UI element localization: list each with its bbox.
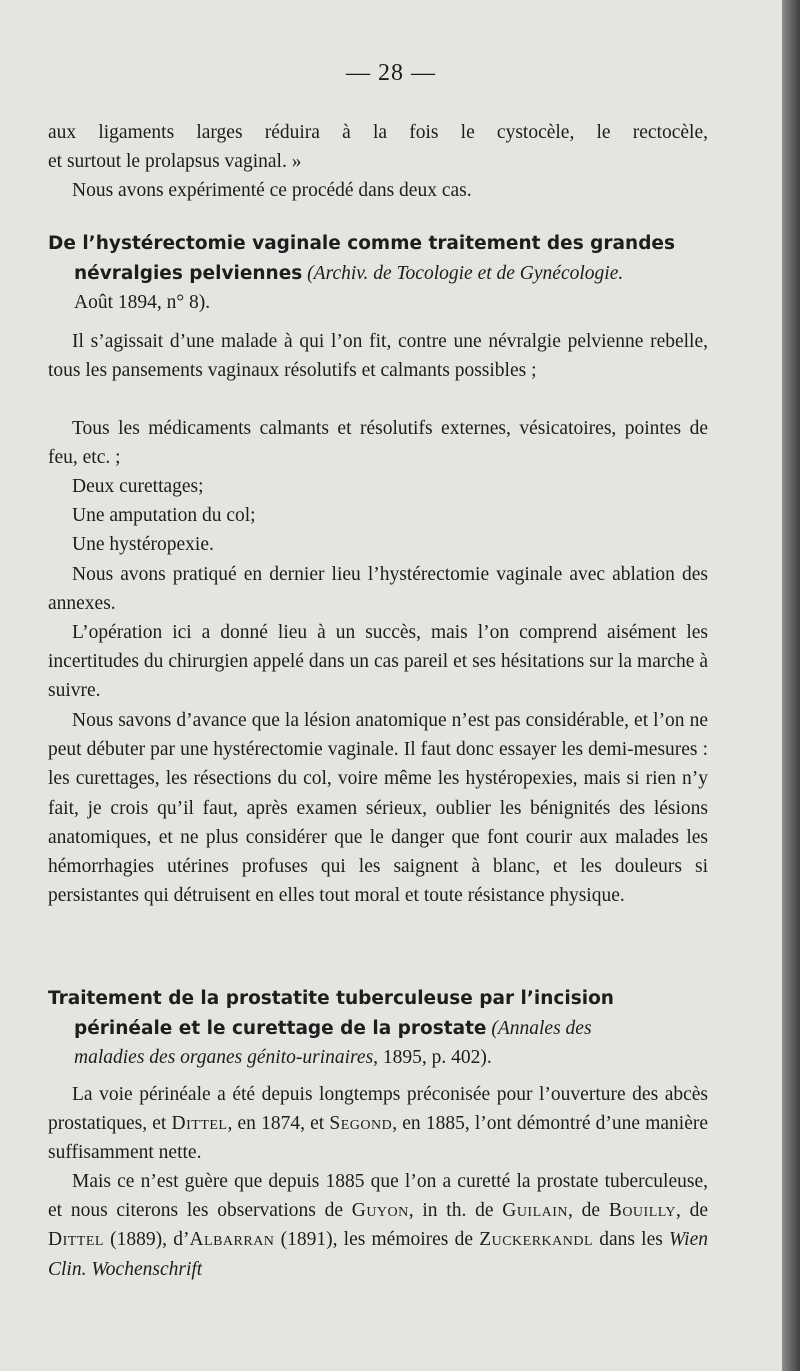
author-name: Albarran [189,1229,275,1251]
author-name: Dittel [48,1229,104,1251]
section-heading-hysterectomy [48,229,708,318]
author-name: Zuckerkandl [479,1229,594,1251]
paragraph: Tous les médicaments calmants et résolutifs externes, vésicatoires, pointes de feu, etc. ; [48,418,708,469]
section-heading-prostatitis [48,984,708,1073]
paragraph [48,1167,708,1284]
text-run: Mais ce n’est guère que depuis 1885 que l’on a curetté la prostate tuberculeuse, et nous citerons les observations de [48,1171,708,1222]
paragraph: Nous savons d’avance que la lésion anatomique n’est pas considérable, et l’on ne peut débuter par une hystérectomie vaginale. Il faut donc essayer les demi-mesures : les curettages, les résections du col, voire même les hystéropexies, mais si rien n’y fait, je crois qu’il faut, après examen sérieux, oublier les bénignités des lésions anatomiques, et ne plus considérer que le danger que font courir aux malades les hémorrhagies utérines profuses qui les saignent à blanc, et les douleurs si persistantes qui détruisent en elles tout moral et toute résistance physique. [48,710,708,907]
list-item: Une hystéropexie. [72,534,214,556]
text-run: , en 1874, et [227,1113,325,1135]
heading-text: névralgies pelviennes [74,262,303,284]
author-name: Bouilly [608,1200,677,1222]
list-item: Deux curettages; [72,476,204,497]
text-line: aux ligaments larges réduira à la fois le cystocèle, le rectocèle, [48,122,708,143]
text-run: dans les [599,1229,663,1251]
author-name: Guilain [502,1200,569,1222]
page-edge-shadow [782,0,800,1371]
text-run: , en 1885, l’ont démontré d’une manière suffisamment nette. [48,1113,709,1164]
author-name: Dittel [171,1113,228,1135]
procedure-list [48,472,708,560]
text-run: (1889), d’ [110,1229,190,1251]
journal-title: Wien Clin. Wochenschrift [48,1229,709,1280]
heading-text: De l’hystérectomie vaginale comme traitement des grandes [48,233,675,254]
heading-reference: maladies des organes génito-urinaires, [74,1047,379,1068]
heading-text: périnéale et le curettage de la prostate [74,1017,487,1039]
text-run: (1891), les mémoires de [280,1229,473,1251]
paragraph: Nous avons expérimenté ce procédé dans deux cas. [72,180,472,201]
heading-reference: (Archiv. de Tocologie et de Gynécologie. [307,262,624,284]
text-run: , de [568,1200,601,1222]
page-number: — 28 — [346,60,436,86]
heading-reference: (Annales des [491,1017,592,1039]
heading-reference-tail: 1895, p. 402). [382,1047,492,1068]
author-name: Segond [329,1113,393,1135]
paragraph: Nous avons pratiqué en dernier lieu l’hystérectomie vaginale avec ablation des annexes. [48,564,708,615]
paragraph-continuation [48,118,708,176]
heading-text: Traitement de la prostatite tuberculeuse par l’incision [48,988,614,1009]
paragraph [48,1080,708,1168]
text-run: La voie périnéale a été depuis longtemps préconisée pour l’ouverture des abcès prostatiques, et [48,1084,708,1135]
list-item: Une amputation du col; [72,505,256,527]
heading-reference-date: Août 1894, n° 8). [74,292,211,313]
paragraph: L’opération ici a donné lieu à un succès, mais l’on comprend aisément les incertitudes du chirurgien appelé dans un cas pareil et ses hésitations sur la marche à suivre. [48,622,708,702]
author-name: Guyon [351,1200,409,1222]
text-line: et surtout le prolapsus vaginal. » [48,151,302,173]
paragraph: Il s’agissait d’une malade à qui l’on fit, contre une névralgie pelvienne rebelle, tous les pansements vaginaux résolutifs et calmants possibles ; [48,331,708,382]
text-run: , in th. de [408,1200,494,1222]
text-run: , de [676,1200,709,1222]
